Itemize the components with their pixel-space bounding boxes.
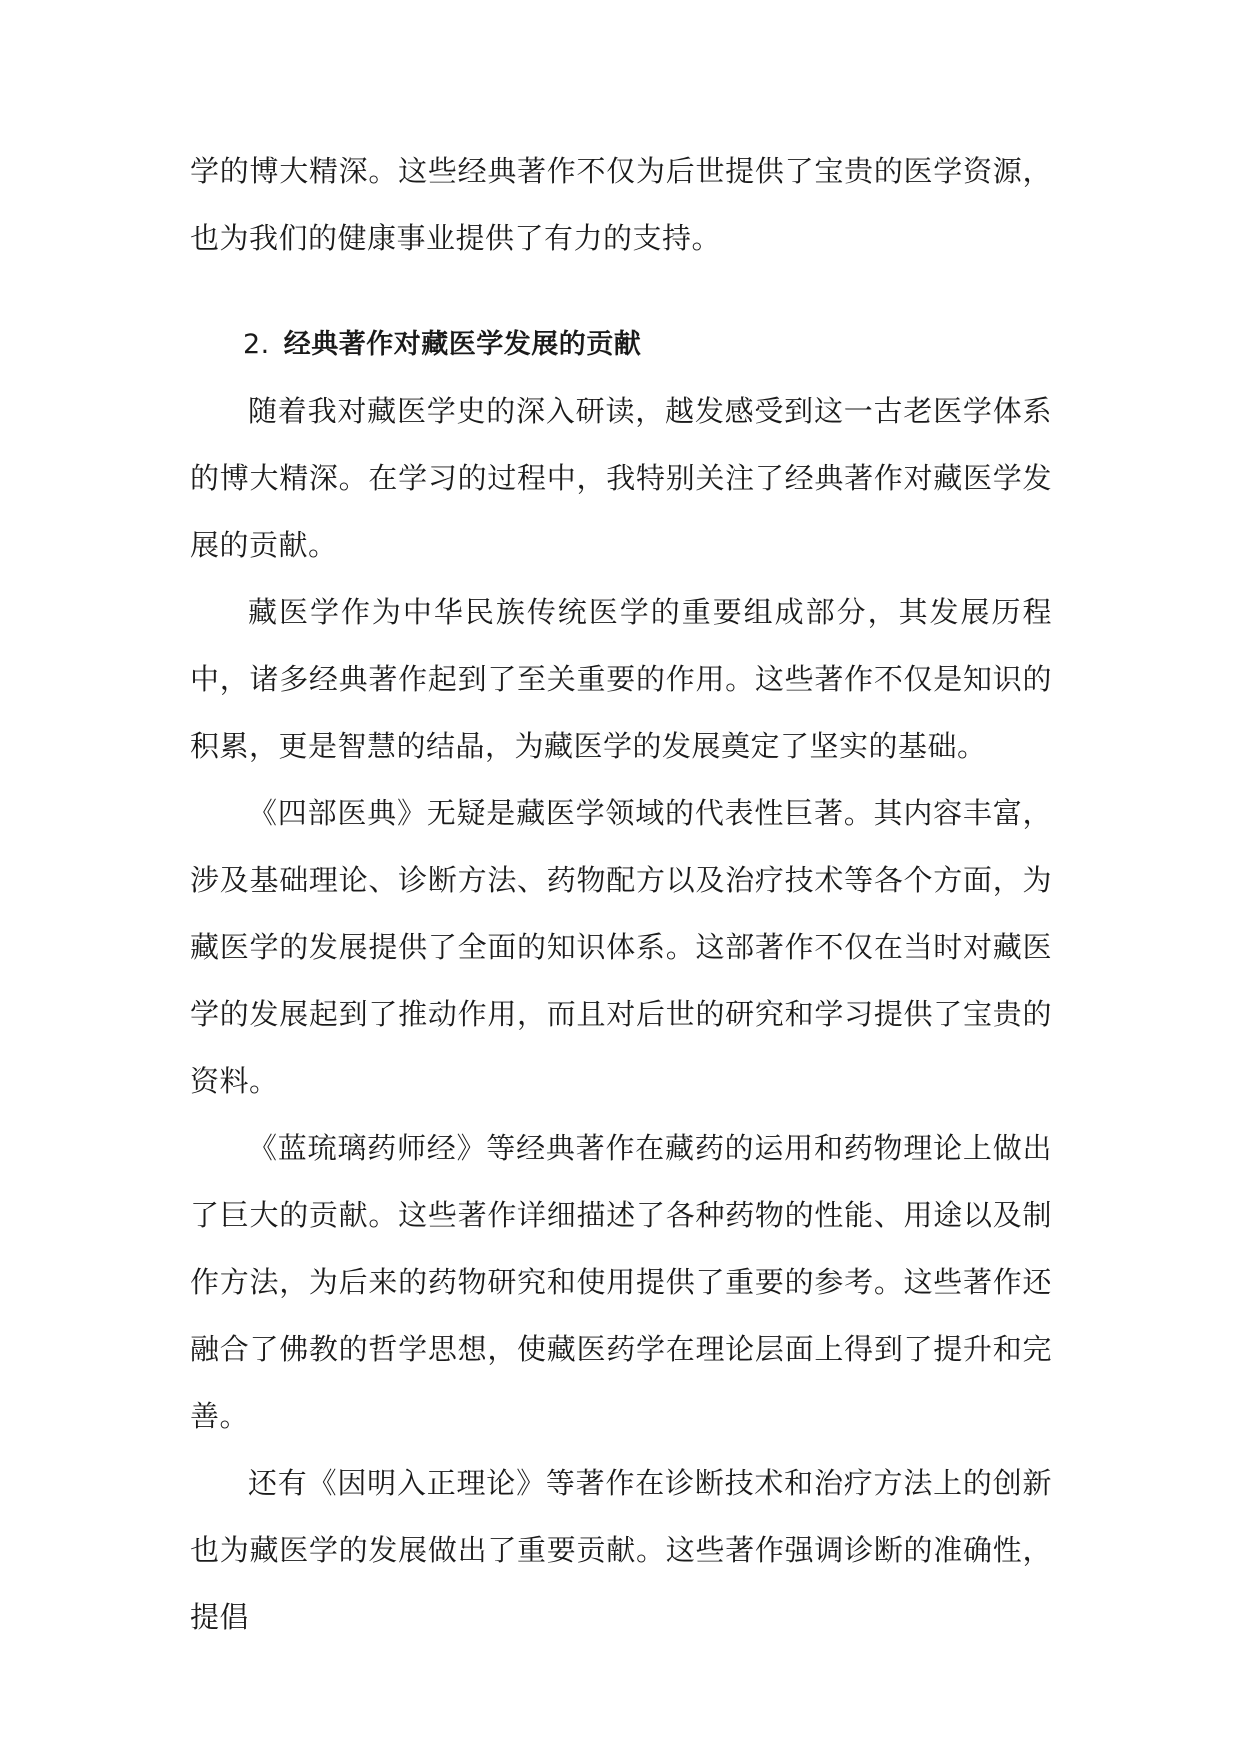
paragraph-continuation: 学的博大精深。这些经典著作不仅为后世提供了宝贵的医学资源，也为我们的健康事业提供了有力的支持。 <box>190 154 1052 255</box>
paragraph-2: 藏医学作为中华民族传统医学的重要组成部分，其发展历程中，诸多经典著作起到了至关重要的作用。这些著作不仅是知识的积累，更是智慧的结晶，为藏医学的发展奠定了坚实的基础。 <box>190 595 1052 763</box>
section-heading <box>190 311 1052 378</box>
section-title: 经典著作对藏医学发展的贡献 <box>283 329 642 360</box>
paragraph-4: 《蓝琉璃药师经》等经典著作在藏药的运用和药物理论上做出了巨大的贡献。这些著作详细描述了各种药物的性能、用途以及制作方法，为后来的药物研究和使用提供了重要的参考。这些著作还融合了佛教的哲学思想，使藏医药学在理论层面上得到了提升和完善。 <box>190 1131 1052 1433</box>
paragraph-3: 《四部医典》无疑是藏医学领域的代表性巨著。其内容丰富，涉及基础理论、诊断方法、药物配方以及治疗技术等各个方面，为藏医学的发展提供了全面的知识体系。这部著作不仅在当时对藏医学的发展起到了推动作用，而且对后世的研究和学习提供了宝贵的资料。 <box>190 796 1052 1098</box>
paragraph-1: 随着我对藏医学史的深入研读，越发感受到这一古老医学体系的博大精深。在学习的过程中，我特别关注了经典著作对藏医学发展的贡献。 <box>190 394 1052 562</box>
document-body <box>190 138 1052 1651</box>
section-number: 2. <box>243 329 270 360</box>
paragraph-5: 还有《因明入正理论》等著作在诊断技术和治疗方法上的创新也为藏医学的发展做出了重要贡献。这些著作强调诊断的准确性，提倡 <box>190 1466 1052 1634</box>
